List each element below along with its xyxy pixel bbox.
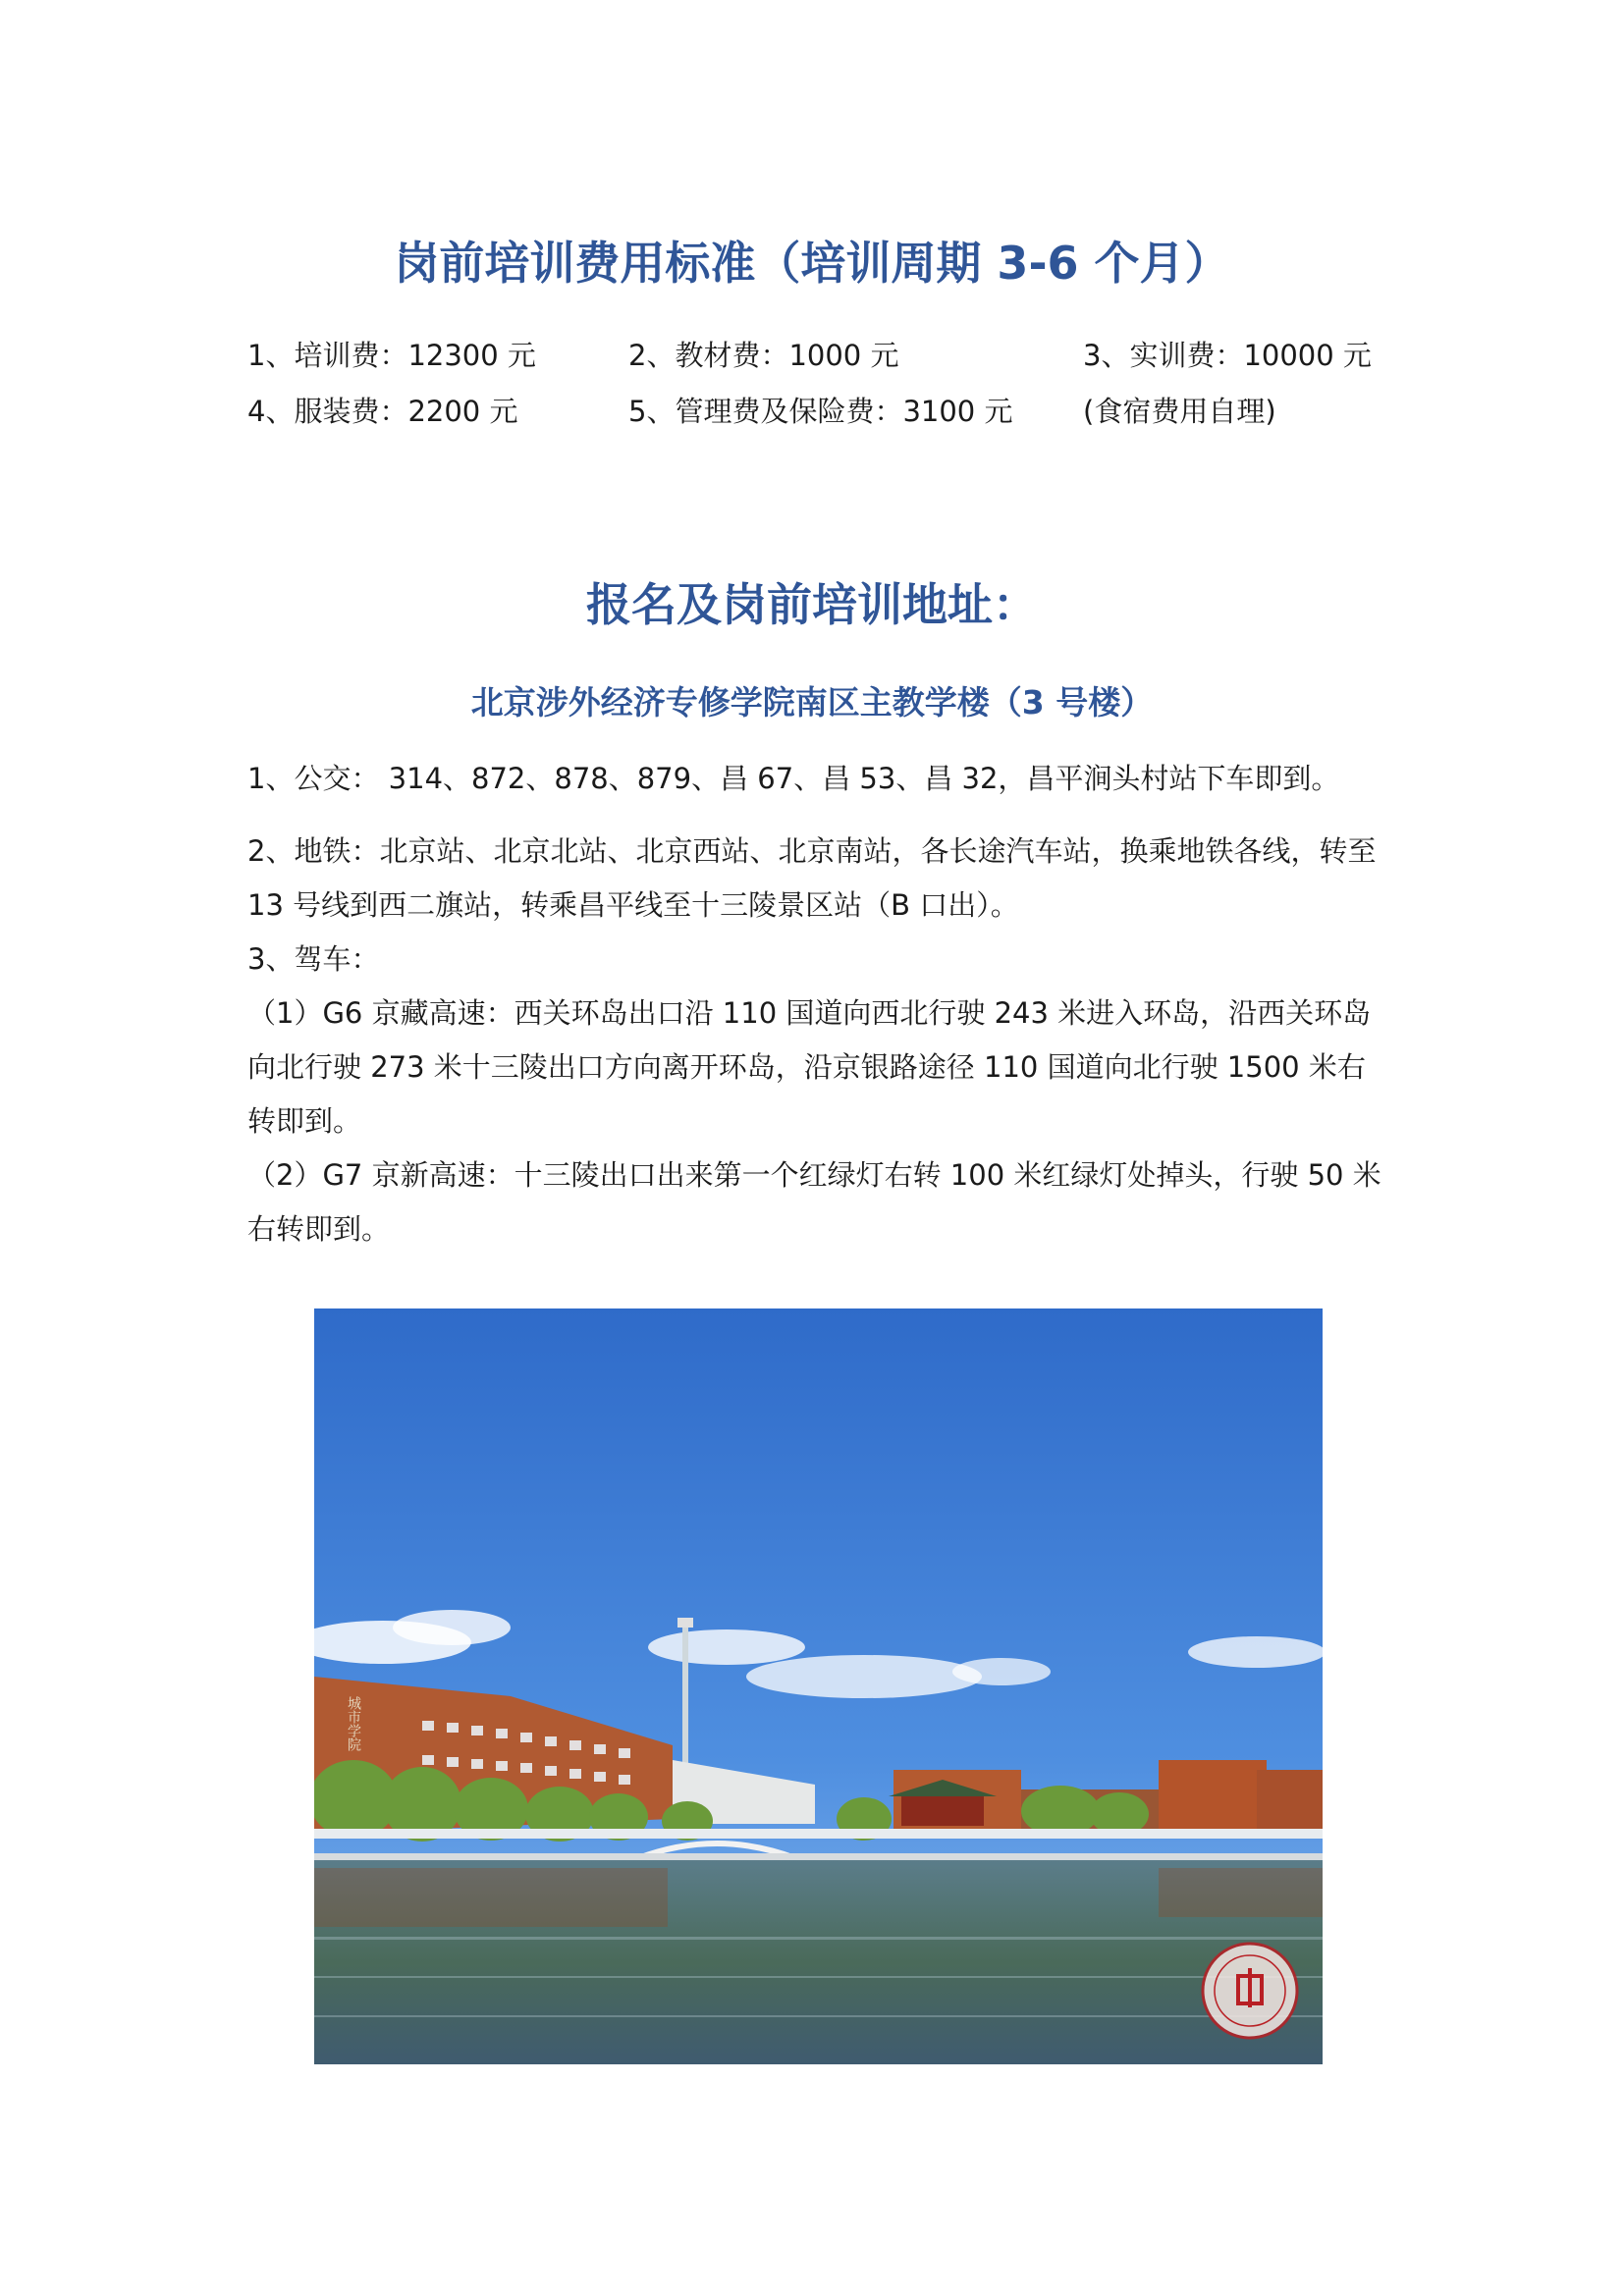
fee-item-practice: 3、实训费：10000 元 xyxy=(1083,339,1372,372)
fee-item-training: 1、培训费：12300 元 xyxy=(247,339,536,372)
route-drive-g7: （2）G7 京新高速：十三陵出口出来第一个红绿灯右转 100 米红绿灯处掉头，行驶 50 米右转即到。 xyxy=(247,1158,1381,1246)
campus-photo xyxy=(314,1308,1323,2064)
building-sign: 城市学院 xyxy=(346,1696,361,1751)
fee-item-management: 5、管理费及保险费：3100 元 xyxy=(628,395,1013,428)
route-drive-g6: （1）G6 京藏高速：西关环岛出口沿 110 国道向西北行驶 243 米进入环岛，沿西关环岛向北行驶 273 米十三陵出口方向离开环岛，沿京银路途径 110 国道向北行驶 1500 米右转即到。 xyxy=(247,996,1372,1138)
route-drive-label: 3、驾车： xyxy=(247,942,380,976)
fee-note-meals: (食宿费用自理) xyxy=(1083,395,1276,428)
fees-title: 岗前培训费用标准（培训周期 3-6 个月） xyxy=(394,237,1230,290)
address-title: 报名及岗前培训地址： xyxy=(586,578,1038,631)
fee-item-textbook: 2、教材费：1000 元 xyxy=(628,339,899,372)
route-subway: 2、地铁：北京站、北京北站、北京西站、北京南站，各长途汽车站，换乘地铁各线，转至13 号线到西二旗站，转乘昌平线至十三陵景区站（B 口出）。 xyxy=(247,834,1377,922)
school-seal xyxy=(1203,1944,1297,2038)
address-subtitle: 北京涉外经济专修学院南区主教学楼（3 号楼） xyxy=(470,683,1154,721)
fee-item-uniform: 4、服装费：2200 元 xyxy=(247,395,518,428)
route-bus: 1、公交： 314、872、878、879、昌 67、昌 53、昌 32，昌平涧头村站下车即到。 xyxy=(247,762,1340,795)
